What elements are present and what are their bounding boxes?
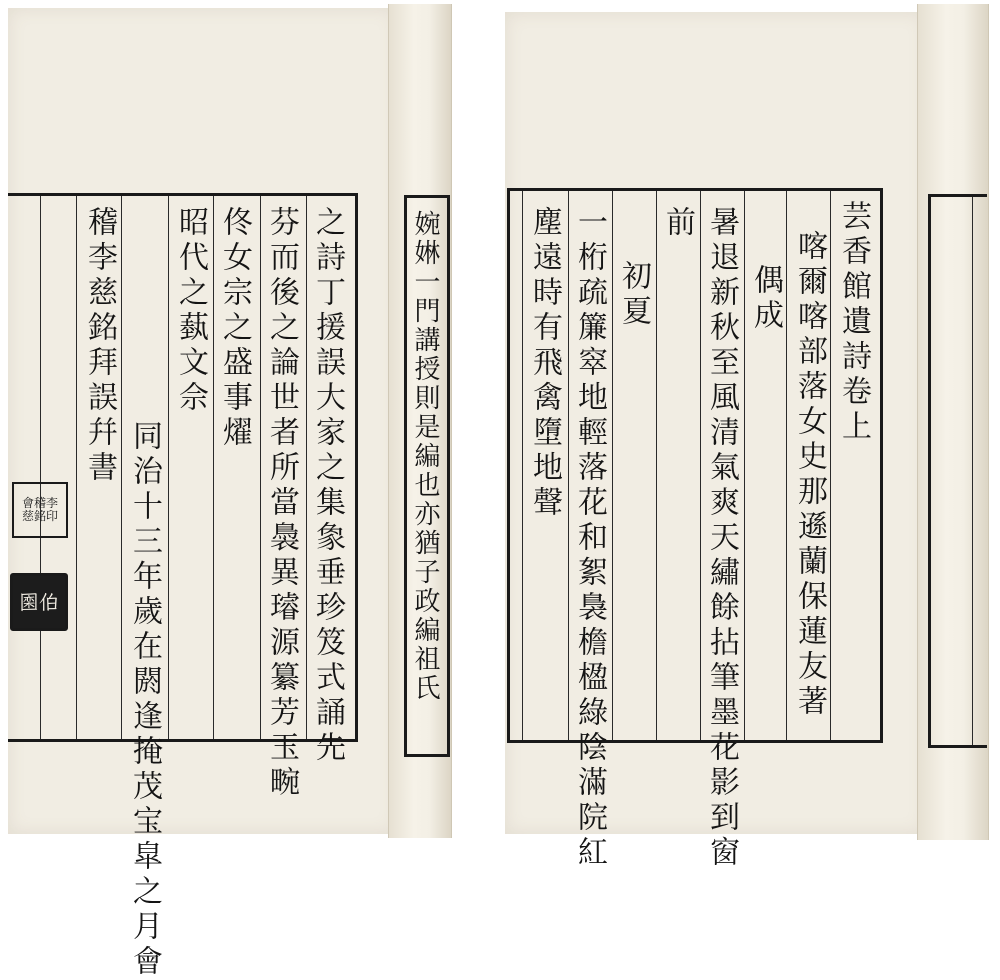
column-rule [121,196,122,739]
book-title-column: 芸香館遺詩卷上 [836,200,871,445]
fold-frame [928,194,987,748]
left-text-column-4: 昭代之蓺文佘 [173,206,208,416]
column-rule [568,191,569,740]
poem-line-1: 暑退新秋至風清氣爽天繡餘拈筆墨花影到窗 [704,206,739,871]
column-rule [612,191,613,740]
author-column: 喀爾喀部落女史那遜蘭保蓮友著 [792,230,827,720]
left-text-column-6: 稽李慈銘拜誤幷書 [82,206,117,486]
column-rule [76,196,77,739]
collector-seal: 會稽李慈銘印 [12,482,68,538]
poem-line-4: 塵遠時有飛禽墮地聲 [527,206,562,521]
column-rule [306,196,307,739]
name-seal: 𪢮伯 [10,573,68,631]
left-text-column-5: 同治十三年歲在閼逢掩茂宝皐之月會 [127,420,162,980]
column-rule [168,196,169,739]
column-rule [744,191,745,740]
left-text-column-3: 佟女宗之盛事燿 [217,206,252,451]
poem-title-chuxia: 初夏 [616,260,651,330]
poem-line-3: 一桁疏簾窣地輕落花和絮裊檐楹綠陰滿院紅 [572,206,607,871]
column-rule [522,191,523,740]
slip-text-column: 婉㛦一門講授則是編也亦猶子政編祖氏 [410,210,440,703]
column-rule [972,197,973,745]
left-text-column-2: 芬而後之論世者所當䙚異璿源纂芳玉畹 [264,206,299,801]
poem-title-ouchen: 偶成 [748,264,783,334]
column-rule [700,191,701,740]
column-rule [40,196,41,739]
poem-line-2: 前 [660,206,695,241]
column-rule [830,191,831,740]
column-rule [786,191,787,740]
column-rule [213,196,214,739]
column-rule [656,191,657,740]
left-text-column-1: 之詩丁援誤大家之集𧰼垂珍笈式誦先 [310,206,345,766]
column-rule [260,196,261,739]
